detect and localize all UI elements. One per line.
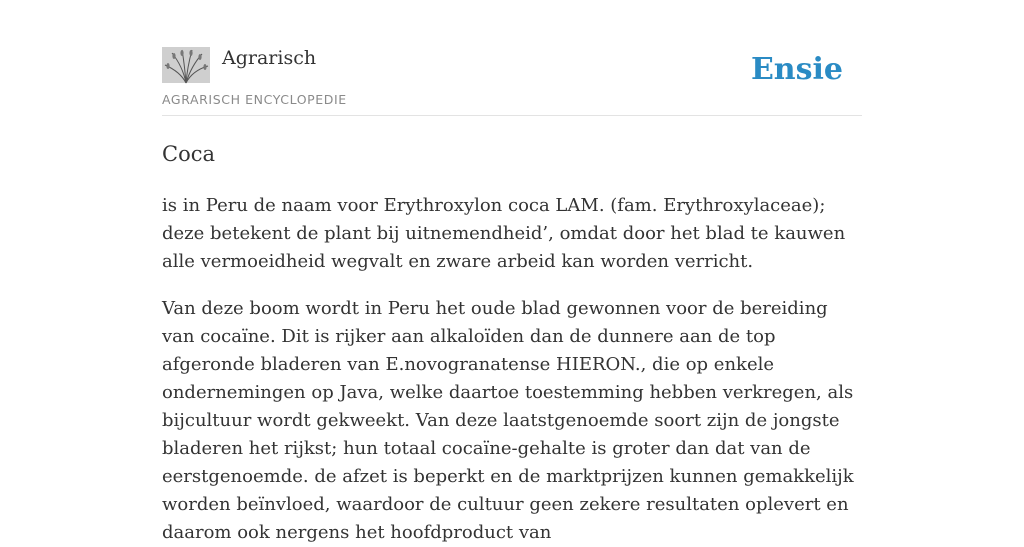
site-name[interactable]: Agrarisch [222, 47, 317, 69]
article-paragraph: Van deze boom wordt in Peru het oude blad gewonnen voor de bereiding van cocaïne. Dit is rijker aan alkaloïden dan de dunnere aan de top afgeronde bladeren van E.novogranatense HIERON., die op enkele ondernemingen op Java, welke daartoe toestemming hebben verkregen, als bijcultuur wordt gekweekt. Van deze laatstgenoemde soort zijn de jongste bladeren het rijkst; hun totaal cocaïne-gehalte is groter dan dat van de eerstgenoemde. de afzet is beperkt en de marktprijzen kunnen gemakkelijk worden beïnvloed, waardoor de cultuur geen zekere resultaten oplevert en daarom ook nergens het hoofdproduct van [162, 298, 854, 543]
site-header [162, 44, 862, 116]
brand-logo[interactable]: Ensie [750, 52, 843, 87]
article-paragraph: is in Peru de naam voor Erythroxylon coca LAM. (fam. Erythroxylaceae); deze betekent de plant bij uitnemendheid’, omdat door het blad te kauwen alle vermoeidheid wegvalt en zware arbeid kan worden verricht. [162, 195, 846, 272]
site-subtitle: AGRARISCH ENCYCLOPEDIE [162, 92, 347, 107]
page-title: Coca [162, 142, 215, 166]
wheat-icon[interactable] [162, 47, 210, 83]
article [162, 138, 862, 547]
